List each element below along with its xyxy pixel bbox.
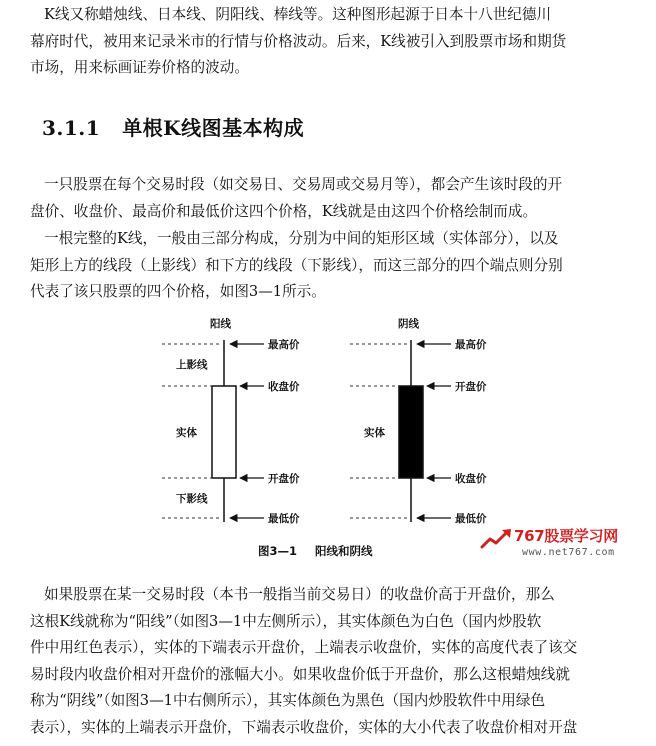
paragraph-4 [30, 582, 642, 741]
paragraph-line: 幕府时代，被用来记录米市的行情与价格波动。后来，K线被引入到股票市场和期货 [30, 32, 567, 50]
figure-caption-text: 阳线和阴线 [315, 544, 373, 558]
trend-arrow-icon [480, 527, 516, 551]
watermark [480, 525, 640, 567]
paragraph-line: 这根K线就称为“阳线”（如图3—1中左侧所示），其实体颜色为白色（国内炒股软 [30, 612, 542, 630]
figure-caption [258, 543, 373, 559]
yin-title: 阴线 [398, 318, 419, 330]
watermark-url: www.net767.com [522, 547, 615, 558]
paragraph-line: 市场，用来标画证券价格的波动。 [30, 59, 249, 76]
yin-high-label: 最高价 [455, 339, 487, 351]
paragraph-line: 一只股票在每个交易时段（如交易日、交易周或交易月等），都会产生该时段的开 [44, 176, 563, 193]
watermark-brand: 767股票学习网 [514, 527, 618, 545]
paragraph-line: 表示），实体的上端表示开盘价，下端表示收盘价，实体的大小代表了收盘价相对开盘 [30, 718, 578, 736]
paragraph-line: 矩形上方的线段（上影线）和下方的线段（下影线），而这三部分的四个端点则分别 [30, 256, 563, 274]
section-heading [42, 112, 304, 141]
paragraph-line: 称为“阴线”（如图3—1中右侧所示），其实体颜色为黑色（国内炒股软件中用绿色 [30, 692, 546, 709]
paragraph-line: 如果股票在某一交易时段（本书一般指当前交易日）的收盘价高于开盘价，那么 [44, 586, 555, 603]
yang-body-label: 实体 [176, 427, 197, 439]
yin-low-label: 最低价 [455, 513, 487, 525]
intro-paragraph [30, 2, 642, 82]
section-title: 单根K线图基本构成 [122, 116, 305, 140]
yang-open-label: 开盘价 [268, 473, 300, 485]
paragraph-line: 件中用红色表示），实体的下端表示开盘价，上端表示收盘价，实体的高度代表了该交 [30, 639, 578, 656]
yin-open-label: 开盘价 [455, 381, 487, 393]
yang-high-label: 最高价 [268, 339, 300, 351]
paragraph-line: 代表了该只股票的四个价格，如图3—1所示。 [30, 283, 326, 300]
yang-title: 阳线 [210, 318, 231, 330]
candlestick-figure [160, 310, 500, 540]
yin-close-label: 收盘价 [455, 473, 487, 485]
paragraph-line: 一根完整的K线，一般由三部分构成，分别为中间的矩形区域（实体部分），以及 [44, 230, 559, 247]
paragraph-line: K线又称蜡烛线、日本线、阴阳线、棒线等。这种图形起源于日本十八世纪德川 [44, 6, 552, 23]
yang-close-label: 收盘价 [268, 381, 300, 393]
yin-body-label: 实体 [364, 427, 385, 439]
yang-low-label: 最低价 [268, 513, 300, 525]
yang-body [212, 386, 236, 478]
paragraph-line: 易时段内收盘价相对开盘价的涨幅大小。如果收盘价低于开盘价，那么这根蜡烛线就 [30, 665, 570, 683]
paragraph-line: 盘价、收盘价、最高价和最低价这四个价格，K线就是由这四个价格绘制而成。 [30, 202, 538, 220]
paragraph-2 [30, 172, 642, 225]
paragraph-3 [30, 226, 642, 306]
yang-upper-shadow-label: 上影线 [176, 359, 208, 371]
figure-caption-number: 图3—1 [258, 544, 298, 558]
yang-lower-shadow-label: 下影线 [176, 493, 208, 505]
section-number: 3.1.1 [42, 116, 101, 140]
yin-body [399, 386, 423, 478]
